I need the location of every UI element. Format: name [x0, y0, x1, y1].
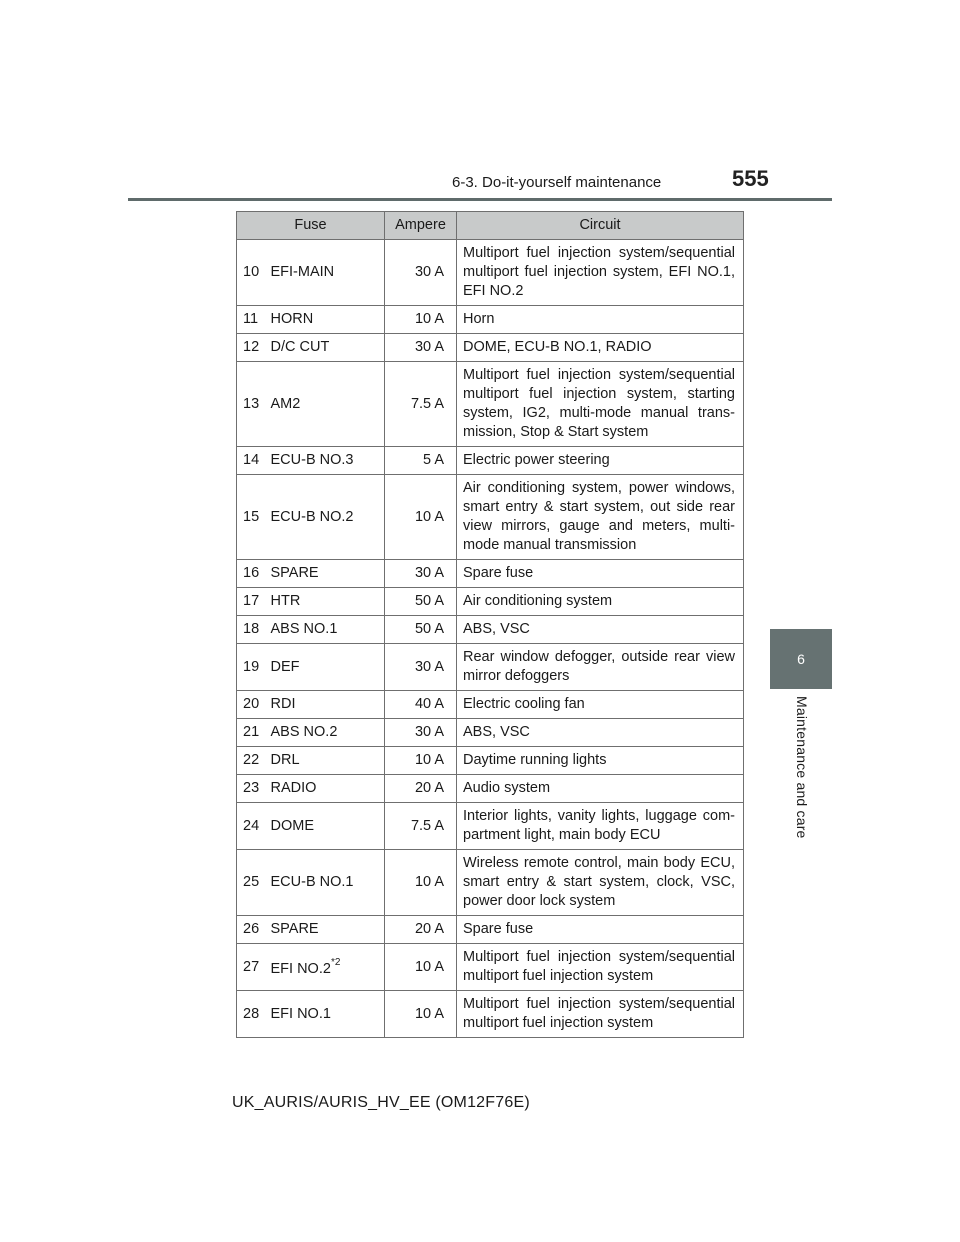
fuse-circuit: Air conditioning system, power windows, smart entry & start system, out side rear view mirrors, gauge and meters, multi-mode manual transmission	[457, 475, 744, 560]
chapter-label-text: Maintenance and care	[794, 696, 810, 839]
header-ampere: Ampere	[385, 212, 457, 240]
fuse-circuit: Electric power steering	[457, 447, 744, 475]
table-row	[237, 803, 744, 850]
fuse-name-text: EFI NO.1	[270, 1005, 331, 1022]
fuse-name-text: ECU-B NO.3	[270, 452, 354, 468]
fuse-name	[267, 240, 385, 306]
fuse-ampere: 7.5 A	[385, 803, 457, 850]
fuse-name-text: HTR	[270, 593, 301, 609]
fuse-ampere: 10 A	[385, 747, 457, 775]
fuse-circuit: Multiport fuel injection system/sequential multiport fuel injection system, EFI NO.1, EFI NO.2	[457, 240, 744, 306]
fuse-number: 26	[237, 916, 267, 944]
fuse-ampere: 10 A	[385, 475, 457, 560]
table-row	[237, 616, 744, 644]
table-row	[237, 560, 744, 588]
fuse-ampere: 10 A	[385, 306, 457, 334]
table-row	[237, 991, 744, 1038]
table-row	[237, 362, 744, 447]
fuse-name	[267, 850, 385, 916]
table-row	[237, 447, 744, 475]
fuse-name-text: SPARE	[270, 565, 319, 581]
fuse-circuit: Horn	[457, 306, 744, 334]
fuse-number: 14	[237, 447, 267, 475]
fuse-name	[267, 691, 385, 719]
fuse-name	[267, 616, 385, 644]
header-divider	[128, 198, 832, 201]
fuse-name	[267, 475, 385, 560]
fuse-name-text: ECU-B NO.2	[270, 508, 354, 525]
fuse-number: 15	[237, 475, 267, 560]
fuse-ampere: 40 A	[385, 691, 457, 719]
fuse-number: 16	[237, 560, 267, 588]
fuse-number: 18	[237, 616, 267, 644]
fuse-circuit: Spare fuse	[457, 916, 744, 944]
fuse-ampere: 30 A	[385, 560, 457, 588]
fuse-number: 20	[237, 691, 267, 719]
fuse-name	[267, 719, 385, 747]
table-row	[237, 334, 744, 362]
fuse-number: 12	[237, 334, 267, 362]
fuse-circuit: Air conditioning system	[457, 588, 744, 616]
footnote-marker: *2	[330, 957, 341, 969]
fuse-circuit: Multiport fuel injection system/sequential multiport fuel injection system	[457, 944, 744, 991]
table-row	[237, 240, 744, 306]
fuse-number: 21	[237, 719, 267, 747]
fuse-number: 10	[237, 240, 267, 306]
footer-model: UK_AURIS/AURIS_HV_EE (OM12F76E)	[232, 1094, 530, 1111]
fuse-ampere: 20 A	[385, 916, 457, 944]
fuse-ampere: 10 A	[385, 850, 457, 916]
fuse-name-text: DOME	[270, 817, 314, 834]
fuse-number: 11	[237, 306, 267, 334]
section-title: 6-3. Do-it-yourself maintenance	[452, 174, 662, 191]
fuse-circuit: ABS, VSC	[457, 719, 744, 747]
fuse-name-text: D/C CUT	[270, 339, 330, 355]
fuse-ampere: 10 A	[385, 991, 457, 1038]
fuse-name-text: DRL	[270, 752, 300, 768]
fuse-name-text: ABS NO.2	[270, 724, 338, 740]
fuse-name-text: SPARE	[270, 921, 319, 937]
fuse-ampere: 30 A	[385, 644, 457, 691]
fuse-name-text: RDI	[270, 696, 296, 712]
fuse-name-text: AM2	[270, 395, 301, 412]
fuse-name-text: ECU-B NO.1	[270, 874, 354, 890]
fuse-name	[267, 803, 385, 850]
fuse-circuit: ABS, VSC	[457, 616, 744, 644]
fuse-ampere: 30 A	[385, 334, 457, 362]
table-row	[237, 916, 744, 944]
fuse-number: 19	[237, 644, 267, 691]
chapter-label	[772, 696, 832, 846]
fuse-name	[267, 644, 385, 691]
chapter-tab-number: 6	[797, 651, 805, 667]
fuse-ampere: 7.5 A	[385, 362, 457, 447]
table-row	[237, 944, 744, 991]
fuse-ampere: 50 A	[385, 616, 457, 644]
fuse-number: 23	[237, 775, 267, 803]
fuse-name-text: HORN	[270, 311, 314, 327]
header-circuit: Circuit	[457, 212, 744, 240]
fuse-ampere: 10 A	[385, 944, 457, 991]
fuse-circuit: DOME, ECU-B NO.1, RADIO	[457, 334, 744, 362]
fuse-circuit: Multiport fuel injection system/sequential multiport fuel injection system	[457, 991, 744, 1038]
fuse-ampere: 5 A	[385, 447, 457, 475]
fuse-ampere: 50 A	[385, 588, 457, 616]
fuse-number: 27	[237, 944, 267, 991]
fuse-table	[236, 211, 744, 1038]
fuse-circuit: Interior lights, vanity lights, luggage com-partment light, main body ECU	[457, 803, 744, 850]
fuse-name	[267, 447, 385, 475]
table-row	[237, 775, 744, 803]
fuse-circuit: Multiport fuel injection system/sequential multiport fuel injection system, starting system, IG2, multi-mode manual trans-mission, Stop & Start system	[457, 362, 744, 447]
fuse-name	[267, 944, 385, 991]
table-row	[237, 588, 744, 616]
fuse-circuit: Audio system	[457, 775, 744, 803]
table-row	[237, 850, 744, 916]
fuse-number: 13	[237, 362, 267, 447]
fuse-ampere: 30 A	[385, 719, 457, 747]
page-number: 555	[732, 166, 769, 191]
header-fuse: Fuse	[237, 212, 385, 240]
fuse-name-text: DEF	[270, 658, 300, 675]
table-row	[237, 306, 744, 334]
fuse-number: 24	[237, 803, 267, 850]
fuse-name	[267, 560, 385, 588]
fuse-number: 25	[237, 850, 267, 916]
fuse-circuit: Spare fuse	[457, 560, 744, 588]
table-row	[237, 644, 744, 691]
table-row	[237, 691, 744, 719]
fuse-number: 22	[237, 747, 267, 775]
fuse-name	[267, 747, 385, 775]
fuse-name-text: EFI NO.2	[270, 960, 331, 977]
fuse-circuit: Daytime running lights	[457, 747, 744, 775]
fuse-circuit: Electric cooling fan	[457, 691, 744, 719]
fuse-name-text: EFI-MAIN	[270, 264, 335, 280]
fuse-number: 28	[237, 991, 267, 1038]
fuse-name-text: RADIO	[270, 780, 317, 796]
fuse-name	[267, 334, 385, 362]
fuse-name	[267, 362, 385, 447]
table-row	[237, 747, 744, 775]
fuse-number: 17	[237, 588, 267, 616]
table-header-row	[237, 212, 744, 240]
table-body	[237, 240, 744, 1038]
fuse-name	[267, 588, 385, 616]
fuse-ampere: 20 A	[385, 775, 457, 803]
fuse-name	[267, 306, 385, 334]
table-row	[237, 475, 744, 560]
chapter-tab[interactable]	[770, 629, 832, 689]
fuse-name	[267, 916, 385, 944]
fuse-name-text: ABS NO.1	[270, 621, 338, 637]
fuse-circuit: Wireless remote control, main body ECU, smart entry & start system, clock, VSC, power door lock system	[457, 850, 744, 916]
table-row	[237, 719, 744, 747]
fuse-ampere: 30 A	[385, 240, 457, 306]
fuse-name	[267, 775, 385, 803]
fuse-name	[267, 991, 385, 1038]
fuse-circuit: Rear window defogger, outside rear view mirror defoggers	[457, 644, 744, 691]
